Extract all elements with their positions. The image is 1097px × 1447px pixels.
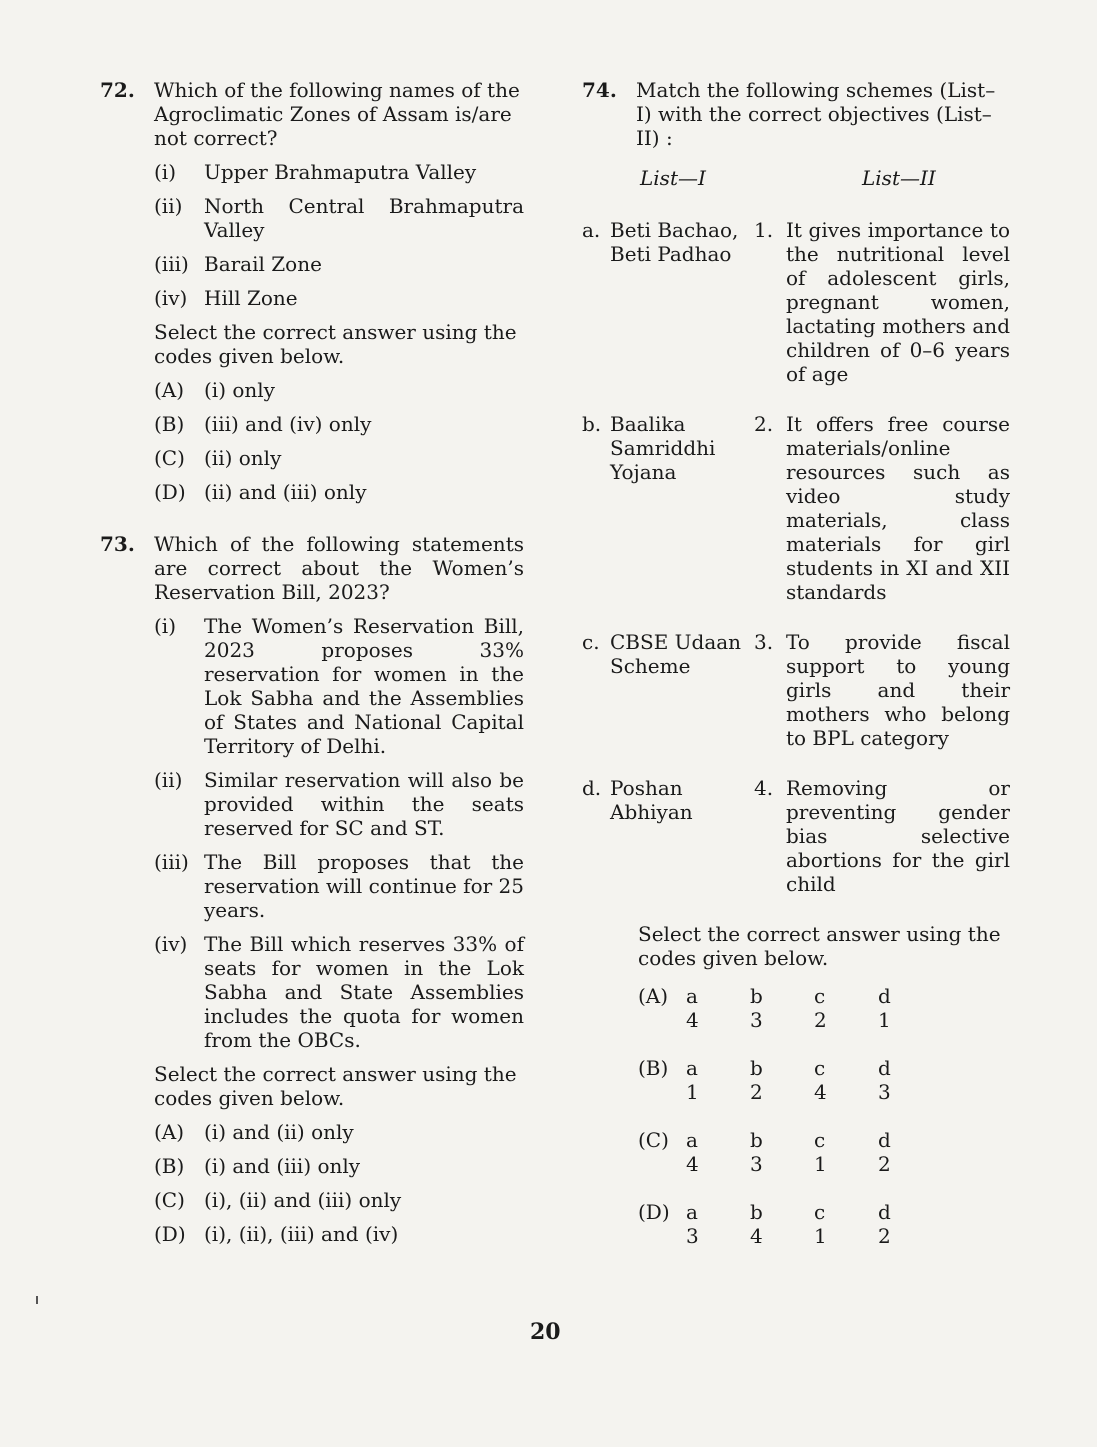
margin-mark xyxy=(36,1296,38,1304)
question-number: 73. xyxy=(100,532,135,556)
statement-item xyxy=(154,194,524,242)
code-number: 2 xyxy=(878,1152,891,1176)
scheme-cell xyxy=(582,776,754,896)
statement-text: Hill Zone xyxy=(204,286,298,310)
scheme-name: Baalika Samriddhi Yojana xyxy=(610,412,716,484)
code-letter: d xyxy=(878,1056,891,1080)
answer-option xyxy=(154,378,524,402)
code-letter: b xyxy=(750,1056,763,1080)
code-number: 3 xyxy=(878,1080,891,1104)
list-2-header: List—II xyxy=(862,166,936,190)
match-row xyxy=(582,630,1010,750)
question-text: Which of the following statements are correct about the Women’s Reservation Bill, 2023? xyxy=(154,532,524,604)
question-text: Which of the following names of the Agroclimatic Zones of Assam is/are not correct? xyxy=(154,78,520,150)
code-number: 2 xyxy=(878,1224,891,1248)
code-letter: c xyxy=(814,1056,826,1080)
code-letter: a xyxy=(686,1200,698,1224)
code-number: 1 xyxy=(814,1152,827,1176)
code-number: 2 xyxy=(814,1008,827,1032)
option-text: (i) only xyxy=(204,378,275,402)
scheme-key: b. xyxy=(582,412,602,436)
code-letter: d xyxy=(878,984,891,1008)
scheme-name: Beti Bachao, Beti Padhao xyxy=(610,218,739,266)
statement-item xyxy=(154,768,524,840)
option-text: (ii) only xyxy=(204,446,282,470)
objective-key: 1. xyxy=(754,218,774,242)
statement-text: Upper Brahmaputra Valley xyxy=(204,160,477,184)
answer-option xyxy=(638,1056,1010,1104)
statement-item xyxy=(154,286,524,310)
code-number: 2 xyxy=(750,1080,763,1104)
option-label: (C) xyxy=(638,1128,669,1152)
answer-options xyxy=(154,1120,524,1246)
option-label: (D) xyxy=(638,1200,670,1224)
objective-text: It offers free course materials/online resources such as video study materials, class materials for girl students in XI and XII standards xyxy=(786,412,1010,604)
scheme-cell xyxy=(582,412,754,604)
list-1-header: List—I xyxy=(640,166,706,190)
option-text: (ii) and (iii) only xyxy=(204,480,367,504)
answer-option xyxy=(154,446,524,470)
instruction-text: Select the correct answer using the codes given below. xyxy=(154,1062,517,1110)
right-column xyxy=(582,78,1010,1272)
code-letter: d xyxy=(878,1128,891,1152)
code-number: 1 xyxy=(686,1080,699,1104)
match-row xyxy=(582,776,1010,896)
answer-option xyxy=(154,480,524,504)
spacer xyxy=(638,1224,686,1248)
option-label: (B) xyxy=(638,1056,669,1080)
code-number: 3 xyxy=(750,1152,763,1176)
code-letter: c xyxy=(814,1200,826,1224)
answer-option xyxy=(638,984,1010,1032)
statement-label: (iii) xyxy=(154,252,189,276)
spacer xyxy=(638,1152,686,1176)
page-number: 20 xyxy=(530,1319,561,1345)
option-label: (D) xyxy=(154,480,186,504)
match-table xyxy=(582,218,1010,896)
statement-text: Similar reservation will also be provided within the seats reserved for SC and ST. xyxy=(204,768,524,840)
question-text: Match the following schemes (List–I) with the correct objectives (List–II) : xyxy=(636,78,996,150)
objective-text: It gives importance to the nutritional level of adolescent girls, pregnant women, lactating mothers and children of 0–6 years of age xyxy=(786,218,1010,386)
objective-cell xyxy=(754,412,1010,604)
option-text: (i) and (ii) only xyxy=(204,1120,354,1144)
answer-option xyxy=(154,1154,524,1178)
statement-text: The Women’s Reservation Bill, 2023 proposes 33% reservation for women in the Lok Sabha and the Assemblies of States and National Capital Territory of Delhi. xyxy=(204,614,524,758)
answer-option xyxy=(154,1120,524,1144)
option-text: (iii) and (iv) only xyxy=(204,412,372,436)
objective-cell xyxy=(754,630,1010,750)
code-number: 4 xyxy=(686,1008,699,1032)
scheme-name: Poshan Abhiyan xyxy=(610,776,693,824)
scheme-key: a. xyxy=(582,218,601,242)
option-text: (i) and (iii) only xyxy=(204,1154,361,1178)
answer-option xyxy=(638,1200,1010,1248)
code-number: 4 xyxy=(814,1080,827,1104)
answer-options xyxy=(638,984,1010,1248)
answer-option xyxy=(638,1128,1010,1176)
objective-cell xyxy=(754,218,1010,386)
objective-key: 3. xyxy=(754,630,774,654)
statement-item xyxy=(154,932,524,1052)
code-letter: b xyxy=(750,1200,763,1224)
instruction-text: Select the correct answer using the codes given below. xyxy=(638,922,1001,970)
statement-item xyxy=(154,850,524,922)
statement-label: (ii) xyxy=(154,194,183,218)
statement-list xyxy=(154,614,524,1052)
statement-label: (ii) xyxy=(154,768,183,792)
question-72 xyxy=(100,78,524,504)
code-letter: a xyxy=(686,1128,698,1152)
answer-option xyxy=(154,1188,524,1212)
list-headers xyxy=(582,166,1010,190)
scheme-name: CBSE Udaan Scheme xyxy=(610,630,742,678)
code-letter: c xyxy=(814,1128,826,1152)
question-number: 74. xyxy=(582,78,617,102)
statement-list xyxy=(154,160,524,310)
statement-label: (iv) xyxy=(154,286,188,310)
spacer xyxy=(638,1080,686,1104)
option-label: (C) xyxy=(154,446,185,470)
code-letter: b xyxy=(750,984,763,1008)
statement-text: Barail Zone xyxy=(204,252,322,276)
code-letter: a xyxy=(686,1056,698,1080)
scheme-cell xyxy=(582,218,754,386)
objective-key: 2. xyxy=(754,412,774,436)
statement-item xyxy=(154,160,524,184)
statement-text: The Bill proposes that the reservation will continue for 25 years. xyxy=(204,850,524,922)
statement-text: North Central Brahmaputra Valley xyxy=(204,194,524,242)
statement-label: (i) xyxy=(154,160,177,184)
code-number: 3 xyxy=(686,1224,699,1248)
statement-label: (iv) xyxy=(154,932,188,956)
code-letter: a xyxy=(686,984,698,1008)
answer-option xyxy=(154,1222,524,1246)
scheme-key: d. xyxy=(582,776,602,800)
code-number: 3 xyxy=(750,1008,763,1032)
answer-option xyxy=(154,412,524,436)
statement-label: (i) xyxy=(154,614,177,638)
statement-text: The Bill which reserves 33% of seats for women in the Lok Sabha and State Assemblies includes the quota for women from the OBCs. xyxy=(204,932,524,1052)
statement-item xyxy=(154,252,524,276)
code-letter: c xyxy=(814,984,826,1008)
objective-text: To provide fiscal support to young girls and their mothers who belong to BPL category xyxy=(786,630,1010,750)
objective-text: Removing or preventing gender bias selective abortions for the girl child xyxy=(786,776,1010,896)
question-74 xyxy=(582,78,1010,150)
statement-item xyxy=(154,614,524,758)
option-label: (A) xyxy=(154,1120,185,1144)
statement-label: (iii) xyxy=(154,850,189,874)
option-text: (i), (ii), (iii) and (iv) xyxy=(204,1222,399,1246)
objective-cell xyxy=(754,776,1010,896)
option-label: (C) xyxy=(154,1188,185,1212)
code-number: 1 xyxy=(814,1224,827,1248)
code-letter: d xyxy=(878,1200,891,1224)
spacer xyxy=(638,1008,686,1032)
option-label: (B) xyxy=(154,1154,185,1178)
question-number: 72. xyxy=(100,78,135,102)
option-label: (A) xyxy=(638,984,669,1008)
left-column xyxy=(100,78,524,1256)
scheme-cell xyxy=(582,630,754,750)
scheme-key: c. xyxy=(582,630,600,654)
instruction-text: Select the correct answer using the codes given below. xyxy=(154,320,517,368)
code-letter: b xyxy=(750,1128,763,1152)
code-number: 4 xyxy=(750,1224,763,1248)
code-number: 1 xyxy=(878,1008,891,1032)
objective-key: 4. xyxy=(754,776,774,800)
code-number: 4 xyxy=(686,1152,699,1176)
question-73 xyxy=(100,532,524,1246)
match-row xyxy=(582,412,1010,604)
option-label: (D) xyxy=(154,1222,186,1246)
option-label: (A) xyxy=(154,378,185,402)
answer-options xyxy=(154,378,524,504)
option-label: (B) xyxy=(154,412,185,436)
match-row xyxy=(582,218,1010,386)
option-text: (i), (ii) and (iii) only xyxy=(204,1188,402,1212)
